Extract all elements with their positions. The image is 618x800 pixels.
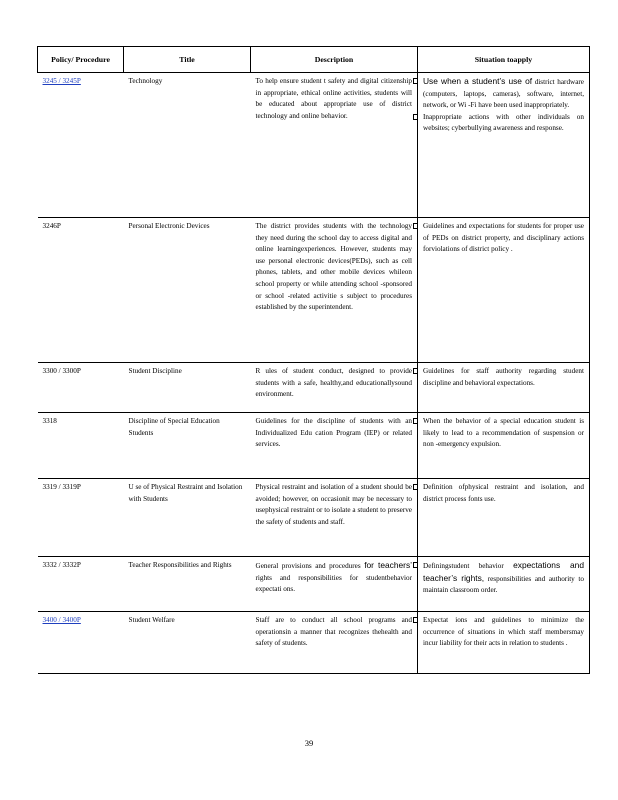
table-row [38, 612, 590, 674]
header-description: Description [251, 47, 418, 73]
situation-item [423, 221, 584, 256]
table-header-row [38, 47, 590, 73]
checkbox-bullet-icon [413, 418, 418, 424]
description-cell: R ules of student conduct, designed to provide students with a safe, healthy,and educationallysound environment. [251, 363, 418, 413]
policy-cell: 3246P [38, 218, 124, 363]
situation-cell [418, 218, 590, 363]
checkbox-bullet-icon [413, 368, 418, 374]
situation-item [423, 112, 584, 135]
checkbox-bullet-icon [413, 484, 418, 490]
description-text: rights and responsibilities for studentbehavior expectati ons. [255, 573, 412, 594]
title-cell: Personal Electronic Devices [124, 218, 251, 363]
situation-item [423, 615, 584, 650]
situation-item [423, 482, 584, 505]
situation-text: Expectat ions and guidelines to minimize the occurrence of situations in which staff membersmay incur liability for their acts in relation to students . [423, 616, 584, 648]
policy-cell [38, 612, 124, 674]
header-policy: Policy/ Procedure [38, 47, 124, 73]
policy-link[interactable]: 3400 / 3400P [42, 616, 81, 624]
table-row [38, 413, 590, 479]
header-title: Title [124, 47, 251, 73]
description-cell: Physical restraint and isolation of a student should be avoided; however, on occasionit may be necessary to usephysical restraint or to isolate a student to preserve the safety of students and staff. [251, 479, 418, 557]
situation-emphasis: expectations and teacher’s rights, [423, 560, 584, 583]
table-row [38, 557, 590, 612]
header-situation: Situation toapply [418, 47, 590, 73]
situation-cell [418, 413, 590, 479]
situation-cell [418, 557, 590, 612]
description-emphasis: for teachers’ [364, 560, 412, 570]
description-text: General provisions and procedures [255, 562, 365, 570]
situation-text: Inappropriate actions with other individuals on websites; cyberbullying awareness and response. [423, 112, 584, 133]
situation-item [423, 560, 584, 597]
situation-text: Definingstudent behavior [423, 562, 514, 570]
situation-cell [418, 73, 590, 218]
situation-cell [418, 612, 590, 674]
policy-cell: 3318 [38, 413, 124, 479]
checkbox-bullet-icon [413, 223, 418, 229]
description-cell [251, 557, 418, 612]
situation-cell [418, 363, 590, 413]
page-number: 39 [304, 738, 314, 748]
checkbox-bullet-icon [413, 78, 418, 84]
table-row [38, 218, 590, 363]
policy-cell: 3300 / 3300P [38, 363, 124, 413]
checkbox-bullet-icon [413, 617, 418, 623]
situation-item [423, 366, 584, 389]
situation-text: district hardware (computers, laptops, cameras), software, internet, network, or Wi -Fi have been used inappropriately. [423, 78, 585, 110]
title-cell: U se of Physical Restraint and Isolation with Students [124, 479, 251, 557]
situation-item [423, 76, 584, 112]
policy-link[interactable]: 3245 / 3245P [42, 77, 81, 85]
description-cell: Guidelines for the discipline of students with an Individualized Edu cation Program (IEP) or related services. [251, 413, 418, 479]
situation-text: When the behavior of a special education student is likely to lead to a recommendation of suspension or non -emergency expulsion. [423, 417, 584, 449]
situation-item [423, 416, 584, 451]
policy-table [37, 46, 590, 674]
situation-text: responsibilities and authority to maintain classroom order. [423, 574, 584, 595]
title-cell: Student Welfare [124, 612, 251, 674]
policy-cell: 3319 / 3319P [38, 479, 124, 557]
title-cell: Technology [124, 73, 251, 218]
description-cell: Staff are to conduct all school programs and operationsin a manner that recognizes thehealth and safety of students. [251, 612, 418, 674]
situation-text: Guidelines for staff authority regarding student discipline and behavioral expectations. [423, 367, 584, 387]
table-row [38, 363, 590, 413]
situation-text: Guidelines and expectations for students for proper use of PEDs on district property, and disciplinary actions forviolations of district policy . [423, 222, 584, 254]
description-cell: The district provides students with the technology they need during the school day to access digital and online learningexperiences. However, students may use personal electronic devices(PEDs), such as cell phones, tablets, and other mobile devices whileon school property or while attending school -sponsored or school -related activitie s subject to procedures established by the superintendent. [251, 218, 418, 363]
policy-cell: 3332 / 3332P [38, 557, 124, 612]
table-row [38, 73, 590, 218]
description-cell: To help ensure student t safety and digital citizenship in appropriate, ethical online activities, students will be educated about appropriate use of district technology and online behavior. [251, 73, 418, 218]
checkbox-bullet-icon [413, 562, 418, 568]
policy-cell [38, 73, 124, 218]
title-cell: Student Discipline [124, 363, 251, 413]
title-cell: Discipline of Special Education Students [124, 413, 251, 479]
situation-cell [418, 479, 590, 557]
situation-text: Definition ofphysical restraint and isolation, and district process fonts use. [423, 483, 584, 503]
table-row [38, 479, 590, 557]
situation-lead: Use when a student’s use of [423, 76, 533, 86]
checkbox-bullet-icon [413, 114, 418, 120]
title-cell: Teacher Responsibilities and Rights [124, 557, 251, 612]
